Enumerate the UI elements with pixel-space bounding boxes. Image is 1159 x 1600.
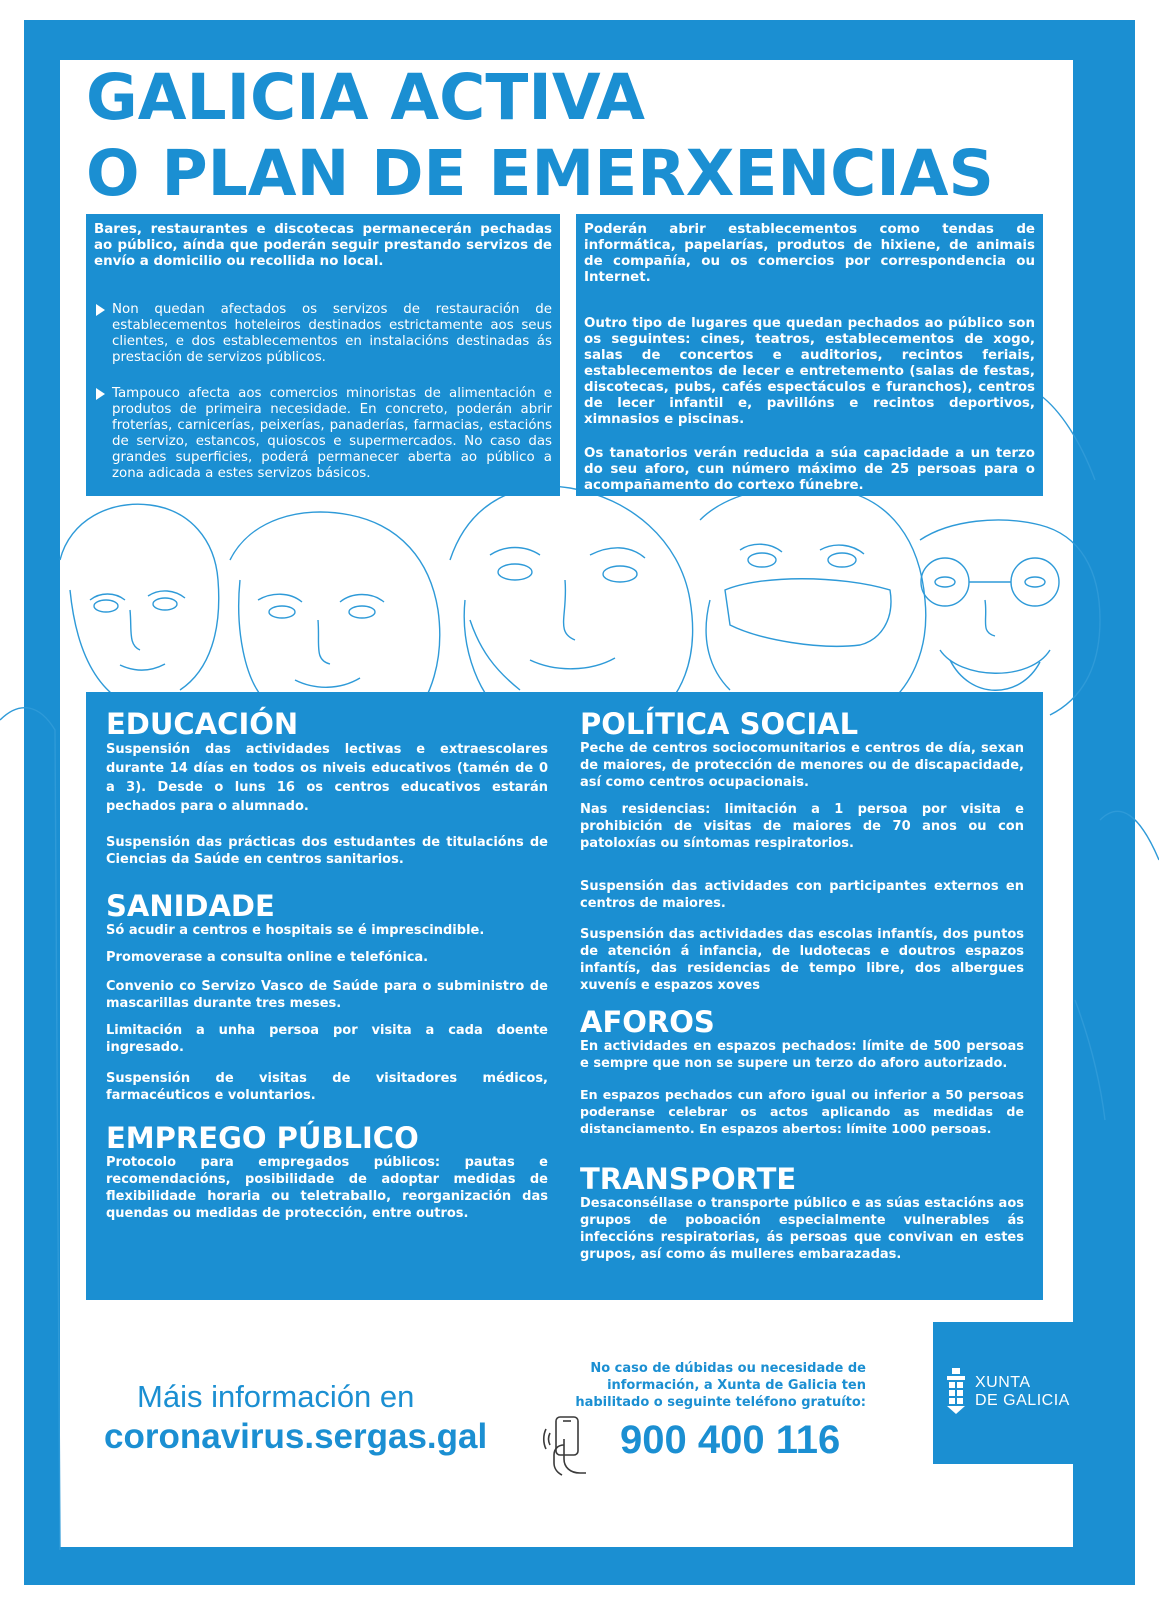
section-heading-educacion: EDUCACIÓN <box>106 707 299 741</box>
politica-item: Nas residencias: limitación a 1 persoa por visita e prohibición de visitas de maiores de 70 anos ou con patoloxías ou síntomas respiratorios. <box>580 802 1024 851</box>
bullet-triangle-icon <box>96 388 105 400</box>
top-right-p3: Os tanatorios verán reducida a súa capacidade a un terzo do seu aforo, cun número máximo de 25 persoas para o acompañamento do cortexo fúnebre. <box>584 446 1035 493</box>
phone-hand-icon <box>540 1415 596 1477</box>
bullet-item <box>94 386 552 482</box>
section-heading-sanidade: SANIDADE <box>106 889 275 923</box>
more-info-url[interactable]: coronavirus.sergas.gal <box>104 1417 488 1456</box>
logo-line-1: XUNTA <box>975 1374 1031 1391</box>
politica-item: Suspensión das actividades con participantes externos en centros de maiores. <box>580 879 1024 911</box>
xunta-crest-icon <box>943 1368 969 1414</box>
title-line-2: O PLAN DE EMERXENCIAS <box>86 137 994 210</box>
section-heading-aforos: AFOROS <box>580 1005 715 1039</box>
top-left-panel <box>86 214 560 496</box>
top-right-p2: Outro tipo de lugares que quedan pechados ao público son os seguintes: cines, teatros, establecementos de xogo, salas de concertos e auditorios, recintos feriais, establecementos de lecer e entretemento (salas de festas, discotecas, pubs, cafés espectáculos e furanchos), centros de lecer infantil e, pavillóns e recintos deportivos, ximnasios e piscinas. <box>584 316 1035 427</box>
xunta-logo <box>933 1322 1075 1464</box>
top-right-p1: Poderán abrir establecementos como tendas de informática, papelarías, produtos de hixiene, de animais de compañía, ou os comercios por correspondencia ou Internet. <box>584 222 1035 285</box>
bullet-text: Tampouco afecta aos comercios minoristas de alimentación e produtos de primeira necesidade. En concreto, poderán abrir froterías, carnicerías, peixerías, panaderías, farmacias, estacións de servizo, estancos, quioscos e supermercados. No caso das grandes superficies, poderá permanecer aberta ao público a zona adicada a estes servizos básicos. <box>112 386 552 481</box>
left-column <box>106 708 548 1232</box>
educacion-p2: Suspensión das prácticas dos estudantes de titulacións de Ciencias da Saúde en centros sanitarios. <box>106 835 548 867</box>
helpline-phone-number[interactable]: 900 400 116 <box>620 1418 841 1462</box>
sanidade-item: Só acudir a centros e hospitais se é imprescindible. <box>106 923 485 938</box>
bullet-text: Non quedan afectados os servizos de restauración de establecementos hoteleiros destinados estrictamente aos seus clientes, e dos establecementos en instalacións destinadas ás prestación de servizos públicos. <box>112 302 552 365</box>
sanidade-item: Promoverase a consulta online e telefónica. <box>106 950 429 965</box>
sanidade-item: Suspensión de visitas de visitadores médicos, farmacéuticos e voluntarios. <box>106 1071 548 1103</box>
more-info-label: Máis información en <box>137 1379 415 1414</box>
helpline-text: No caso de dúbidas ou necesidade de información, a Xunta de Galicia ten habilitado o seguinte teléfono gratuíto: <box>575 1361 866 1410</box>
logo-line-2: DE GALICIA <box>975 1392 1070 1409</box>
section-heading-politica-social: POLÍTICA SOCIAL <box>580 707 859 741</box>
transporte-p1: Desaconséllase o transporte público e as súas estacións aos grupos de poboación especialmente vulnerables ás infeccións respiratorias, ás persoas que convivan en estes grupos, así como ás mulleres embarazadas. <box>580 1196 1024 1262</box>
sanidade-item: Limitación a unha persoa por visita a cada doente ingresado. <box>106 1023 548 1055</box>
top-right-panel <box>576 214 1043 496</box>
section-heading-emprego: EMPREGO PÚBLICO <box>106 1121 419 1155</box>
right-column <box>580 708 1024 1273</box>
emprego-p1: Protocolo para empregados públicos: pautas e recomendacións, posibilidade de adoptar medidas de flexibilidade horaria ou teletraballo, reorganización das quendas ou medidas de protección, entre outros. <box>106 1155 548 1221</box>
title-line-1: GALICIA ACTIVA <box>86 61 646 134</box>
top-left-intro: Bares, restaurantes e discotecas permanecerán pechadas ao público, aínda que poderán seguir prestando servizos de envío a domicilio ou recollida no local. <box>94 222 552 269</box>
section-heading-transporte: TRANSPORTE <box>580 1162 797 1196</box>
aforos-item: En espazos pechados cun aforo igual ou inferior a 50 persoas poderanse celebrar os actos aplicando as medidas de distanciamento. En espazos abertos: límite 1000 persoas. <box>580 1087 1024 1136</box>
sanidade-item: Convenio co Servizo Vasco de Saúde para o subministro de mascarillas durante tres meses. <box>106 979 548 1011</box>
politica-item: Peche de centros sociocomunitarios e centros de día, sexan de maiores, de protección de menores ou de discapacidade, así como centros ocupacionais. <box>580 741 1024 790</box>
measures-panel <box>86 692 1043 1300</box>
page-title <box>86 60 994 212</box>
educacion-p1: Suspensión das actividades lectivas e extraescolares durante 14 días en todos os niveis educativos (tamén de 0 a 3). Desde o luns 16 os centros educativos estarán pechados para o alumnado. <box>106 742 548 814</box>
politica-item: Suspensión das actividades das escolas infantís, dos puntos de atención á infancia, de ludotecas e doutros espazos infantís, das residencias de tempo libre, dos albergues xuvenís e espazos xoves <box>580 927 1024 993</box>
aforos-item: En actividades en espazos pechados: límite de 500 persoas e sempre que non se supere un terzo do aforo autorizado. <box>580 1039 1024 1071</box>
bullet-item <box>94 302 552 366</box>
bullet-triangle-icon <box>96 304 105 316</box>
